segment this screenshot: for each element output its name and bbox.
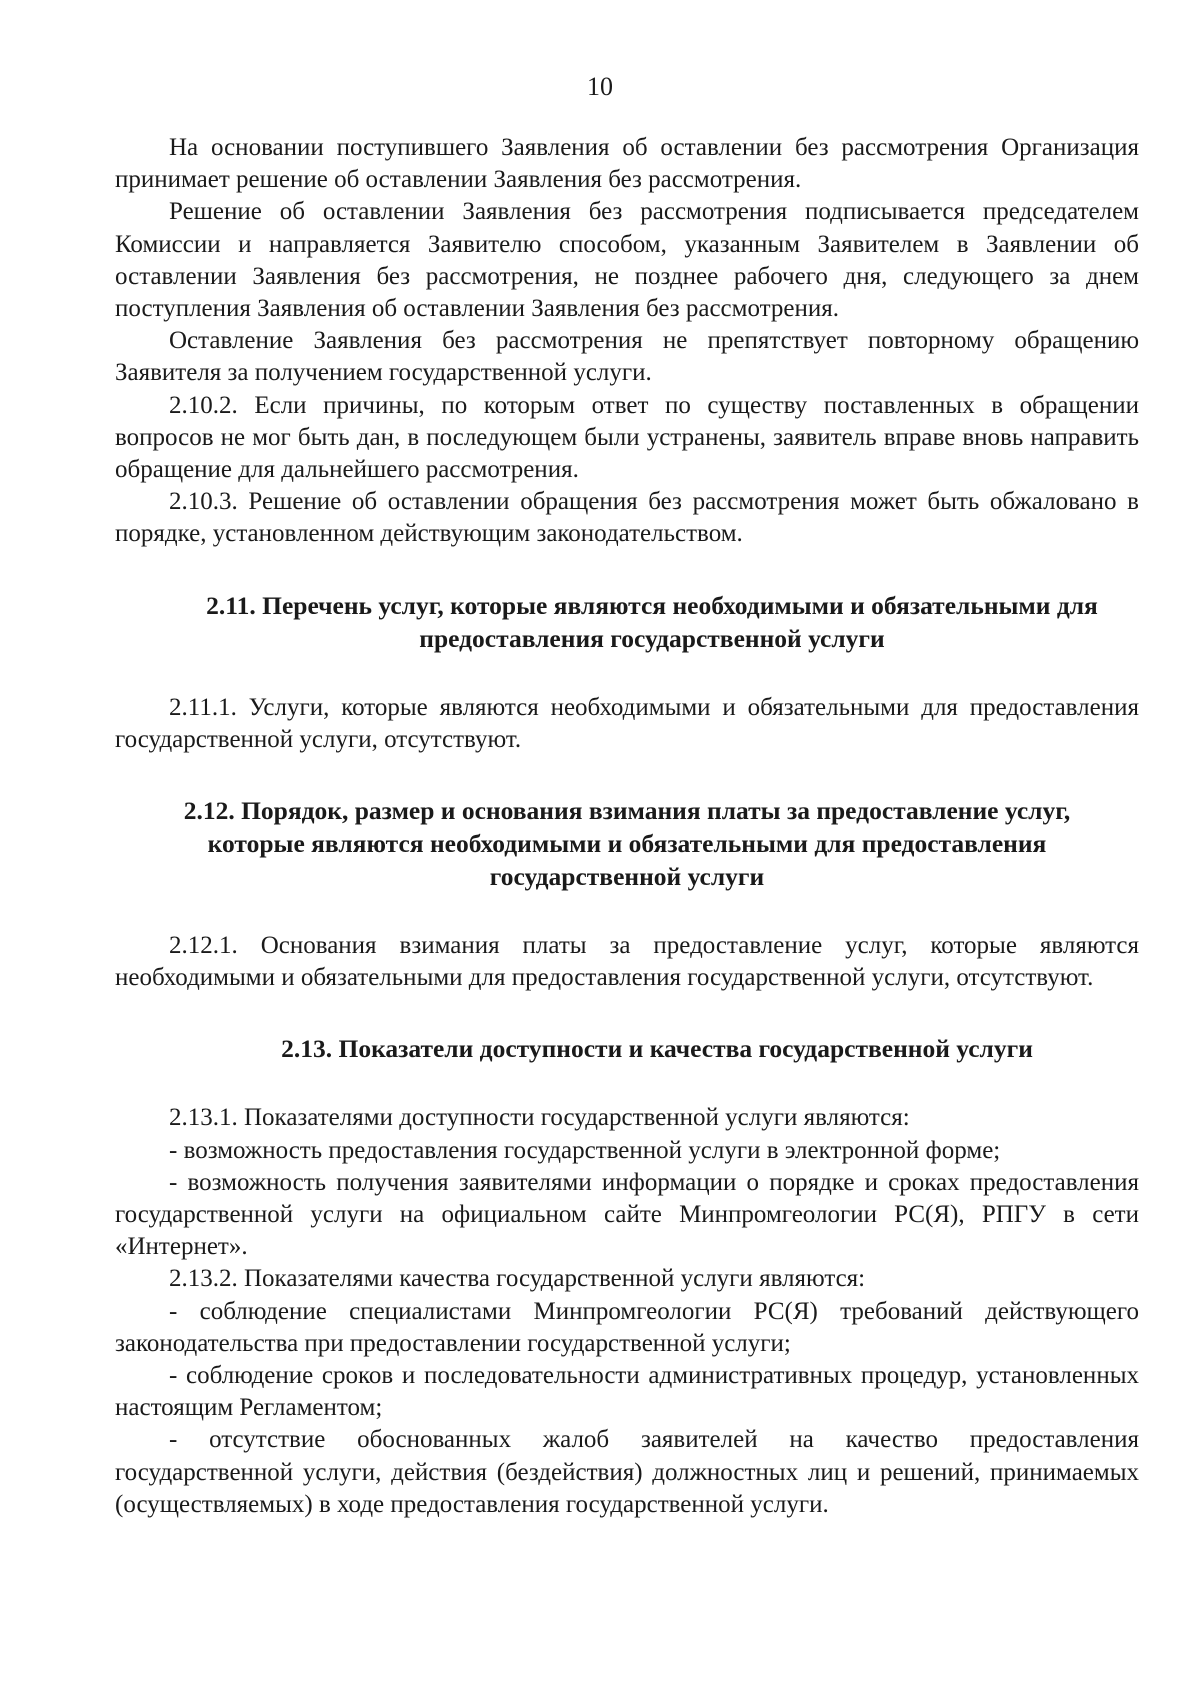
paragraph: Оставление Заявления без рассмотрения не препятствует повторному обращению Заявителя за получением государственной услуги. [115, 327, 1139, 387]
list-item: - соблюдение специалистами Минпромгеологии РС(Я) требований действующего законодательства при предоставлении государственной услуги; [115, 1297, 1139, 1357]
paragraph: 2.10.2. Если причины, по которым ответ по существу поставленных в обращении вопросов не мог быть дан, в последующем были устранены, заявитель вправе вновь направить обращение для дальнейшего рассмотрения. [115, 391, 1139, 484]
section-heading-2-12: 2.12. Порядок, размер и основания взимания платы за предоставление услуг, которые являются необходимыми и обязательными для предоставления государственной услуги [183, 796, 1071, 892]
section-heading-2-11: 2.11. Перечень услуг, которые являются необходимыми и обязательными для предоставления государственной услуги [206, 590, 1098, 653]
paragraph: На основании поступившего Заявления об оставлении без рассмотрения Организация принимает решение об оставлении Заявления без рассмотрения. [115, 134, 1139, 194]
paragraph: 2.10.3. Решение об оставлении обращения без рассмотрения может быть обжаловано в порядке, установленном действующим законодательством. [115, 488, 1139, 548]
list-item: - отсутствие обоснованных жалоб заявителей на качество предоставления государственной услуги, действия (бездействия) должностных лиц и решений, принимаемых (осуществляемых) в ходе предоставления государственной услуги. [115, 1426, 1139, 1518]
paragraph: 2.13.1. Показателями доступности государственной услуги являются: [169, 1104, 910, 1132]
list-item: - возможность получения заявителями информации о порядке и сроках предоставления государственной услуги на официальном сайте Минпромгеологии РС(Я), РПГУ в сети «Интернет». [115, 1168, 1139, 1261]
list-item: - возможность предоставления государственной услуги в электронной форме; [169, 1136, 1001, 1164]
paragraph: 2.11.1. Услуги, которые являются необходимыми и обязательными для предоставления государственной услуги, отсутствуют. [115, 693, 1139, 753]
list-item: - соблюдение сроков и последовательности административных процедур, установленных настоящим Регламентом; [115, 1362, 1139, 1422]
page-number: 10 [587, 72, 613, 101]
document-body [115, 132, 1139, 1521]
paragraph: 2.12.1. Основания взимания платы за предоставление услуг, которые являются необходимыми и обязательными для предоставления государственной услуги, отсутствуют. [115, 932, 1139, 992]
section-heading-2-13: 2.13. Показатели доступности и качества государственной услуги [281, 1034, 1033, 1064]
paragraph: 2.13.2. Показателями качества государственной услуги являются: [169, 1265, 866, 1293]
paragraph: Решение об оставлении Заявления без рассмотрения подписывается председателем Комиссии и направляется Заявителю способом, указанным Заявителем в Заявлении об оставлении Заявления без рассмотрения, не позднее рабочего дня, следующего за днем поступления Заявления об оставлении Заявления без рассмотрения. [115, 198, 1139, 323]
